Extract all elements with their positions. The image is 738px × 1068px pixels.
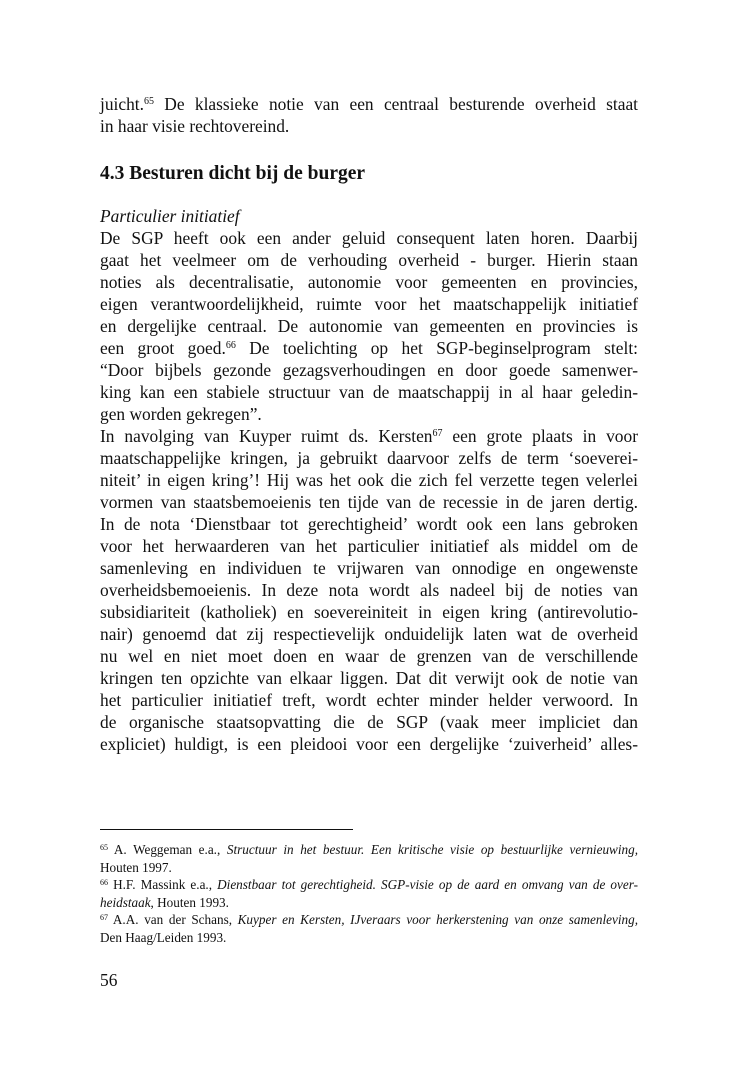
footnote-number: 65 — [100, 843, 108, 852]
text-fragment: In navolging van Kuyper ruimt ds. Kersten — [100, 426, 433, 446]
footnote-ref-67[interactable]: 67 — [432, 428, 443, 439]
text-line — [100, 337, 638, 359]
page-number: 56 — [100, 970, 118, 990]
text-line: eigen verantwoordelijkheid, ruimte voor het maatschappelijk initiatief — [100, 294, 638, 314]
text-line: gen worden gekregen”. — [100, 404, 262, 424]
text-line: gaat het veelmeer om de verhouding overheid - burger. Hierin staan — [100, 250, 638, 270]
footnote-title: Kuyper en Kersten, IJveraars voor herkerstening van onze samenleving, — [237, 912, 638, 927]
text-line: niteit’ in eigen kring’! Hij was het ook die zich fel verzette tegen velerlei — [100, 470, 638, 490]
text-line: expliciet) huldigt, is een pleidooi voor een dergelijke ‘zuiverheid’ alles- — [100, 734, 638, 754]
text-line: In de nota ‘Dienstbaar tot gerechtigheid’ wordt ook een lans gebroken — [100, 514, 638, 534]
text-line: maatschappelijke kringen, ja gebruikt daarvoor zelfs de term ‘soeverei- — [100, 448, 638, 468]
text-line: king kan een stabiele structuur van de maatschappij in al haar geledin- — [100, 382, 638, 402]
footnote-line — [100, 894, 638, 912]
footnote-line: Houten 1997. — [100, 859, 172, 875]
footnote-title: heidstaak — [100, 894, 151, 910]
text-line: subsidiariteit (katholiek) en soevereiniteit in eigen kring (antirevolutio- — [100, 602, 638, 622]
footnote-number: 66 — [100, 878, 108, 887]
text-line — [100, 425, 638, 447]
text-fragment: een groot goed. — [100, 338, 226, 358]
footnote-65 — [100, 841, 638, 859]
subheading: Particulier initiatief — [100, 206, 240, 226]
text-line: het particulier initiatief treft, wordt echter minder helder verwoord. In — [100, 690, 638, 710]
text-line: “Door bijbels gezonde gezagsverhoudingen en door goede samenwer- — [100, 360, 638, 380]
text-line: nair) genoemd dat zij respectievelijk onduidelijk laten wat de overheid — [100, 624, 638, 644]
text-line: overheidsbemoeienis. In deze nota wordt als nadeel bij de noties van — [100, 580, 638, 600]
footnote-divider — [100, 829, 353, 830]
text-line: de organische staatsopvatting die de SGP (vaak meer impliciet dan — [100, 712, 638, 732]
text-fragment: , Houten 1993. — [150, 894, 229, 910]
footnote-number: 67 — [100, 913, 108, 922]
text-fragment: juicht. — [100, 94, 144, 114]
text-line: kringen ten opzichte van elkaar liggen. Dat dit verwijt ook de notie van — [100, 668, 638, 688]
footnote-66 — [100, 876, 638, 894]
text-line: nu wel en niet moet doen en waar de grenzen van de verschillende — [100, 646, 638, 666]
section-heading: 4.3 Besturen dicht bij de burger — [100, 163, 366, 184]
text-line: noties als decentralisatie, autonomie voor gemeenten en provincies, — [100, 272, 638, 292]
text-line: De SGP heeft ook een ander geluid consequent laten horen. Daarbij — [100, 228, 638, 248]
text-line: in haar visie rechtovereind. — [100, 116, 290, 136]
text-line: voor het herwaarderen van het particulier initiatief als middel om de — [100, 536, 638, 556]
text-line: en dergelijke centraal. De autonomie van gemeenten en provincies is — [100, 316, 638, 336]
text-line — [100, 93, 638, 115]
footnote-ref-66[interactable]: 66 — [225, 340, 236, 351]
footnotes — [100, 829, 638, 946]
text-line: vormen van staatsbemoeienis ten tijde van de recessie in de jaren dertig. — [100, 492, 638, 512]
text-fragment: A. Weggeman e.a., — [108, 842, 227, 857]
text-line: samenleving en individuen te vrijwaren van onnodige en ongewenste — [100, 558, 638, 578]
footnote-67 — [100, 911, 638, 929]
footnote-title: Structuur in het bestuur. Een kritische visie op bestuurlijke vernieuwing, — [226, 842, 638, 857]
text-fragment: A.A. van der Schans, — [108, 912, 238, 927]
text-fragment: H.F. Massink e.a., — [108, 877, 218, 892]
footnote-line: Den Haag/Leiden 1993. — [100, 929, 227, 945]
text-fragment: De klassieke notie van een centraal besturende overheid staat — [153, 94, 638, 114]
footnote-title: Dienstbaar tot gerechtigheid. SGP-visie op de aard en omvang van de over- — [217, 877, 638, 892]
text-fragment: De toelichting op het SGP-beginselprogram stelt: — [235, 338, 638, 358]
page-body — [100, 93, 638, 755]
text-fragment: een grote plaats in voor — [442, 426, 638, 446]
footnote-ref-65[interactable]: 65 — [143, 96, 154, 107]
